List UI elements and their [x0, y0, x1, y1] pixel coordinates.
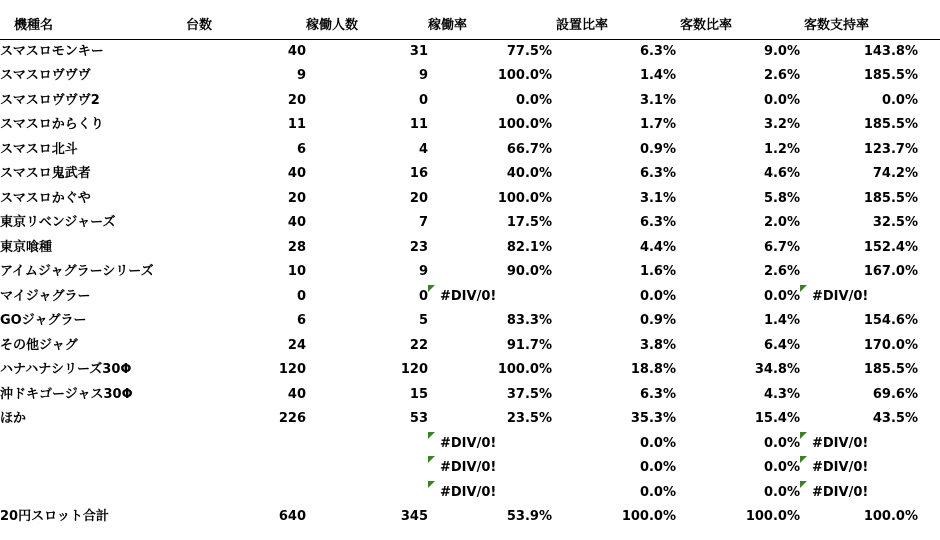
players-cell[interactable] — [306, 481, 428, 506]
install-ratio-cell[interactable]: 6.3% — [639, 215, 676, 230]
install-ratio-cell[interactable]: 3.1% — [639, 92, 676, 108]
error-indicator-icon — [800, 481, 807, 488]
units-cell[interactable]: 9 — [296, 68, 306, 83]
error-value: #DIV/0! — [440, 460, 497, 475]
support-rate-cell[interactable]: 185.5% — [863, 190, 918, 206]
machine-name-cell[interactable]: ハナハナシリーズ30Φ — [0, 362, 132, 377]
players-cell[interactable] — [306, 456, 428, 481]
header-units[interactable]: 台数 — [186, 18, 213, 33]
install-ratio-cell[interactable]: 0.0% — [639, 288, 676, 304]
units-cell[interactable] — [178, 481, 306, 506]
machine-name-cell[interactable]: スマスロモンキー — [0, 43, 104, 59]
rate-cell[interactable]: 66.7% — [506, 141, 552, 157]
install-ratio-cell[interactable]: 3.8% — [639, 337, 676, 353]
table-row — [0, 383, 940, 408]
machine-name-cell[interactable] — [0, 432, 178, 457]
machine-name-cell[interactable]: マイジャグラー — [0, 288, 91, 304]
rate-cell[interactable]: 82.1% — [506, 239, 552, 255]
support-rate-cell[interactable]: 185.5% — [863, 117, 918, 132]
error-value: #DIV/0! — [812, 288, 869, 304]
install-ratio-cell[interactable]: 6.3% — [639, 43, 676, 59]
rate-cell[interactable]: 100.0% — [497, 117, 552, 132]
error-indicator-icon — [428, 432, 435, 439]
players-cell[interactable]: 53 — [409, 411, 428, 426]
rate-cell[interactable]: 0.0% — [515, 92, 552, 108]
header-install-ratio[interactable]: 設置比率 — [556, 18, 609, 33]
units-cell[interactable]: 40 — [287, 215, 306, 230]
customer-ratio-cell[interactable]: 4.3% — [763, 386, 800, 402]
total-rate-cell[interactable]: 53.9% — [506, 509, 552, 524]
support-rate-cell[interactable]: 69.6% — [872, 386, 918, 402]
table-row — [0, 358, 940, 383]
empty-cell — [918, 260, 940, 285]
support-rate-cell[interactable]: 167.0% — [863, 264, 918, 279]
rate-cell[interactable] — [428, 481, 552, 506]
players-cell[interactable]: 0 — [418, 92, 428, 108]
table-row — [0, 456, 940, 481]
customer-ratio-cell[interactable]: 5.8% — [763, 190, 800, 206]
customer-ratio-cell[interactable]: 15.4% — [754, 411, 800, 426]
empty-cell — [918, 334, 940, 359]
machine-name-cell[interactable]: スマスロ鬼武者 — [0, 166, 91, 181]
machine-name-cell[interactable]: アイムジャグラーシリーズ — [0, 264, 154, 279]
machine-name-cell[interactable]: スマスロかぐや — [0, 190, 91, 206]
units-cell[interactable] — [178, 456, 306, 481]
units-cell[interactable]: 0 — [296, 288, 306, 304]
machine-name-cell[interactable]: その他ジャグ — [0, 337, 78, 353]
error-value: #DIV/0! — [440, 288, 497, 304]
table-row — [0, 481, 940, 506]
support-rate-cell[interactable]: 43.5% — [872, 411, 918, 426]
units-cell[interactable] — [178, 432, 306, 457]
empty-cell — [918, 481, 940, 506]
total-empty-cell — [918, 505, 940, 530]
support-rate-cell[interactable]: 0.0% — [881, 92, 918, 108]
empty-cell — [918, 407, 940, 432]
empty-cell — [918, 432, 940, 457]
rate-cell[interactable]: 90.0% — [506, 264, 552, 279]
units-cell[interactable]: 20 — [287, 190, 306, 206]
players-cell[interactable]: 4 — [418, 141, 428, 157]
support-rate-cell[interactable]: 123.7% — [863, 141, 918, 157]
rate-cell[interactable]: 100.0% — [497, 362, 552, 377]
machine-name-cell[interactable]: スマスロからくり — [0, 117, 104, 132]
install-ratio-cell[interactable]: 0.0% — [639, 435, 676, 451]
empty-cell — [918, 285, 940, 310]
install-ratio-cell[interactable]: 1.6% — [639, 264, 676, 279]
customer-ratio-cell[interactable]: 0.0% — [763, 288, 800, 304]
support-rate-cell[interactable] — [800, 285, 918, 310]
table-row — [0, 89, 940, 114]
support-rate-cell[interactable]: 170.0% — [863, 337, 918, 353]
empty-cell — [918, 456, 940, 481]
empty-cell — [918, 309, 940, 334]
table-row — [0, 113, 940, 138]
customer-ratio-cell[interactable]: 6.7% — [763, 239, 800, 255]
units-cell[interactable]: 6 — [296, 141, 306, 157]
machine-name-cell[interactable]: GOジャグラー — [0, 313, 87, 328]
customer-ratio-cell[interactable]: 1.4% — [763, 313, 800, 328]
machine-name-cell[interactable]: ほか — [0, 411, 27, 426]
players-cell[interactable]: 7 — [418, 215, 428, 230]
rate-cell[interactable]: 17.5% — [506, 215, 552, 230]
players-cell[interactable]: 16 — [409, 166, 428, 181]
customer-ratio-cell[interactable]: 0.0% — [763, 435, 800, 451]
error-indicator-icon — [428, 285, 435, 292]
players-cell[interactable]: 15 — [409, 386, 428, 402]
support-rate-cell[interactable]: 32.5% — [872, 215, 918, 230]
customer-ratio-cell[interactable]: 0.0% — [763, 92, 800, 108]
rate-cell[interactable]: 91.7% — [506, 337, 552, 353]
rate-cell[interactable]: 40.0% — [506, 166, 552, 181]
units-cell[interactable]: 28 — [287, 239, 306, 255]
support-rate-cell[interactable]: 143.8% — [863, 43, 918, 59]
support-rate-cell[interactable]: 154.6% — [863, 313, 918, 328]
machine-name-cell[interactable]: 東京リベンジャーズ — [0, 215, 116, 230]
table-row — [0, 285, 940, 310]
customer-ratio-cell[interactable]: 2.6% — [763, 68, 800, 83]
error-indicator-icon — [800, 285, 807, 292]
rate-cell[interactable]: 83.3% — [506, 313, 552, 328]
units-cell[interactable]: 10 — [287, 264, 306, 279]
support-rate-cell[interactable]: 185.5% — [863, 68, 918, 83]
support-rate-cell[interactable]: 74.2% — [872, 166, 918, 181]
players-cell[interactable]: 23 — [409, 239, 428, 255]
empty-cell — [918, 138, 940, 163]
customer-ratio-cell[interactable]: 2.0% — [763, 215, 800, 230]
install-ratio-cell[interactable]: 6.3% — [639, 166, 676, 181]
players-cell[interactable]: 20 — [409, 190, 428, 206]
machine-name-cell[interactable]: スマスロヴヴヴ2 — [0, 92, 100, 108]
units-cell[interactable]: 226 — [278, 411, 306, 426]
machine-name-cell[interactable] — [0, 456, 178, 481]
units-cell[interactable]: 40 — [287, 166, 306, 181]
customer-ratio-cell[interactable]: 9.0% — [763, 43, 800, 59]
error-indicator-icon — [428, 481, 435, 488]
total-customer-ratio-cell[interactable]: 100.0% — [745, 509, 800, 524]
rate-cell[interactable]: 100.0% — [497, 190, 552, 206]
machine-name-cell[interactable]: スマスロヴヴヴ — [0, 68, 91, 83]
customer-ratio-cell[interactable]: 1.2% — [763, 141, 800, 157]
header-rate[interactable]: 稼働率 — [428, 18, 468, 33]
customer-ratio-cell[interactable]: 34.8% — [754, 362, 800, 377]
players-cell[interactable]: 5 — [418, 313, 428, 328]
empty-cell — [918, 358, 940, 383]
units-cell[interactable]: 40 — [287, 386, 306, 402]
install-ratio-cell[interactable]: 0.0% — [639, 460, 676, 475]
players-cell[interactable]: 9 — [418, 264, 428, 279]
table-row — [0, 260, 940, 285]
units-cell[interactable]: 11 — [287, 117, 306, 132]
customer-ratio-cell[interactable]: 2.6% — [763, 264, 800, 279]
table-row — [0, 39, 940, 64]
header-support-rate[interactable]: 客数支持率 — [804, 18, 870, 33]
header-row — [0, 14, 940, 39]
table-row — [0, 334, 940, 359]
machine-name-cell[interactable]: 東京喰種 — [0, 239, 53, 255]
empty-cell — [918, 187, 940, 212]
total-row — [0, 505, 940, 530]
header-empty — [918, 14, 940, 39]
customer-ratio-cell[interactable]: 3.2% — [763, 117, 800, 132]
empty-cell — [918, 383, 940, 408]
error-value: #DIV/0! — [440, 484, 497, 500]
total-units-cell[interactable]: 640 — [278, 509, 306, 524]
units-cell[interactable]: 20 — [287, 92, 306, 108]
total-players-cell[interactable]: 345 — [400, 509, 428, 524]
error-indicator-icon — [428, 456, 435, 463]
error-indicator-icon — [800, 432, 807, 439]
table-row — [0, 187, 940, 212]
rate-cell[interactable]: 23.5% — [506, 411, 552, 426]
error-value: #DIV/0! — [812, 435, 869, 451]
error-value: #DIV/0! — [440, 435, 497, 451]
customer-ratio-cell[interactable]: 6.4% — [763, 337, 800, 353]
header-players[interactable]: 稼働人数 — [306, 18, 359, 33]
support-rate-cell[interactable] — [800, 481, 918, 506]
empty-cell — [918, 162, 940, 187]
players-cell[interactable]: 0 — [418, 288, 428, 304]
table-row — [0, 407, 940, 432]
header-customer-ratio[interactable]: 客数比率 — [680, 18, 733, 33]
players-cell[interactable]: 22 — [409, 337, 428, 353]
table-row — [0, 236, 940, 261]
slot-machine-stats-table — [0, 14, 940, 530]
support-rate-cell[interactable] — [800, 432, 918, 457]
table-row — [0, 309, 940, 334]
install-ratio-cell[interactable]: 4.4% — [639, 239, 676, 255]
rate-cell[interactable]: 37.5% — [506, 386, 552, 402]
empty-cell — [918, 64, 940, 89]
players-cell[interactable]: 120 — [400, 362, 428, 377]
units-cell[interactable]: 6 — [296, 313, 306, 328]
machine-name-cell[interactable] — [0, 481, 178, 506]
machine-name-cell[interactable]: スマスロ北斗 — [0, 141, 78, 157]
install-ratio-cell[interactable]: 35.3% — [630, 411, 676, 426]
table-row — [0, 64, 940, 89]
install-ratio-cell[interactable]: 6.3% — [639, 386, 676, 402]
support-rate-cell[interactable] — [800, 456, 918, 481]
install-ratio-cell[interactable]: 1.7% — [639, 117, 676, 132]
support-rate-cell[interactable]: 152.4% — [863, 239, 918, 255]
players-cell[interactable]: 31 — [409, 43, 428, 59]
total-support-rate-cell[interactable]: 100.0% — [863, 509, 918, 524]
empty-cell — [918, 113, 940, 138]
table-row — [0, 138, 940, 163]
install-ratio-cell[interactable]: 1.4% — [639, 68, 676, 83]
empty-cell — [918, 89, 940, 114]
table-row — [0, 162, 940, 187]
table-row — [0, 432, 940, 457]
total-install-ratio-cell[interactable]: 100.0% — [621, 509, 676, 524]
error-value: #DIV/0! — [812, 484, 869, 500]
install-ratio-cell[interactable]: 0.0% — [639, 484, 676, 500]
install-ratio-cell[interactable]: 0.9% — [639, 141, 676, 157]
customer-ratio-cell[interactable]: 0.0% — [763, 460, 800, 475]
rate-cell[interactable] — [428, 456, 552, 481]
rate-cell[interactable] — [428, 432, 552, 457]
install-ratio-cell[interactable]: 3.1% — [639, 190, 676, 206]
rate-cell[interactable]: 77.5% — [506, 43, 552, 59]
total-name-cell[interactable]: 20円スロット合計 — [0, 509, 109, 524]
install-ratio-cell[interactable]: 18.8% — [630, 362, 676, 377]
install-ratio-cell[interactable]: 0.9% — [639, 313, 676, 328]
players-cell[interactable] — [306, 432, 428, 457]
units-cell[interactable]: 120 — [278, 362, 306, 377]
rate-cell[interactable]: 100.0% — [497, 68, 552, 83]
machine-name-cell[interactable]: 沖ドキゴージャス30Φ — [0, 386, 133, 402]
units-cell[interactable]: 24 — [287, 337, 306, 353]
error-value: #DIV/0! — [812, 460, 869, 475]
units-cell[interactable]: 40 — [287, 43, 306, 59]
customer-ratio-cell[interactable]: 0.0% — [763, 484, 800, 500]
table-row — [0, 211, 940, 236]
empty-cell — [918, 236, 940, 261]
header-machine-name[interactable]: 機種名 — [14, 18, 54, 33]
support-rate-cell[interactable]: 185.5% — [863, 362, 918, 377]
empty-cell — [918, 39, 940, 64]
rate-cell[interactable] — [428, 285, 552, 310]
error-indicator-icon — [800, 456, 807, 463]
players-cell[interactable]: 11 — [409, 117, 428, 132]
empty-cell — [918, 211, 940, 236]
customer-ratio-cell[interactable]: 4.6% — [763, 166, 800, 181]
players-cell[interactable]: 9 — [418, 68, 428, 83]
